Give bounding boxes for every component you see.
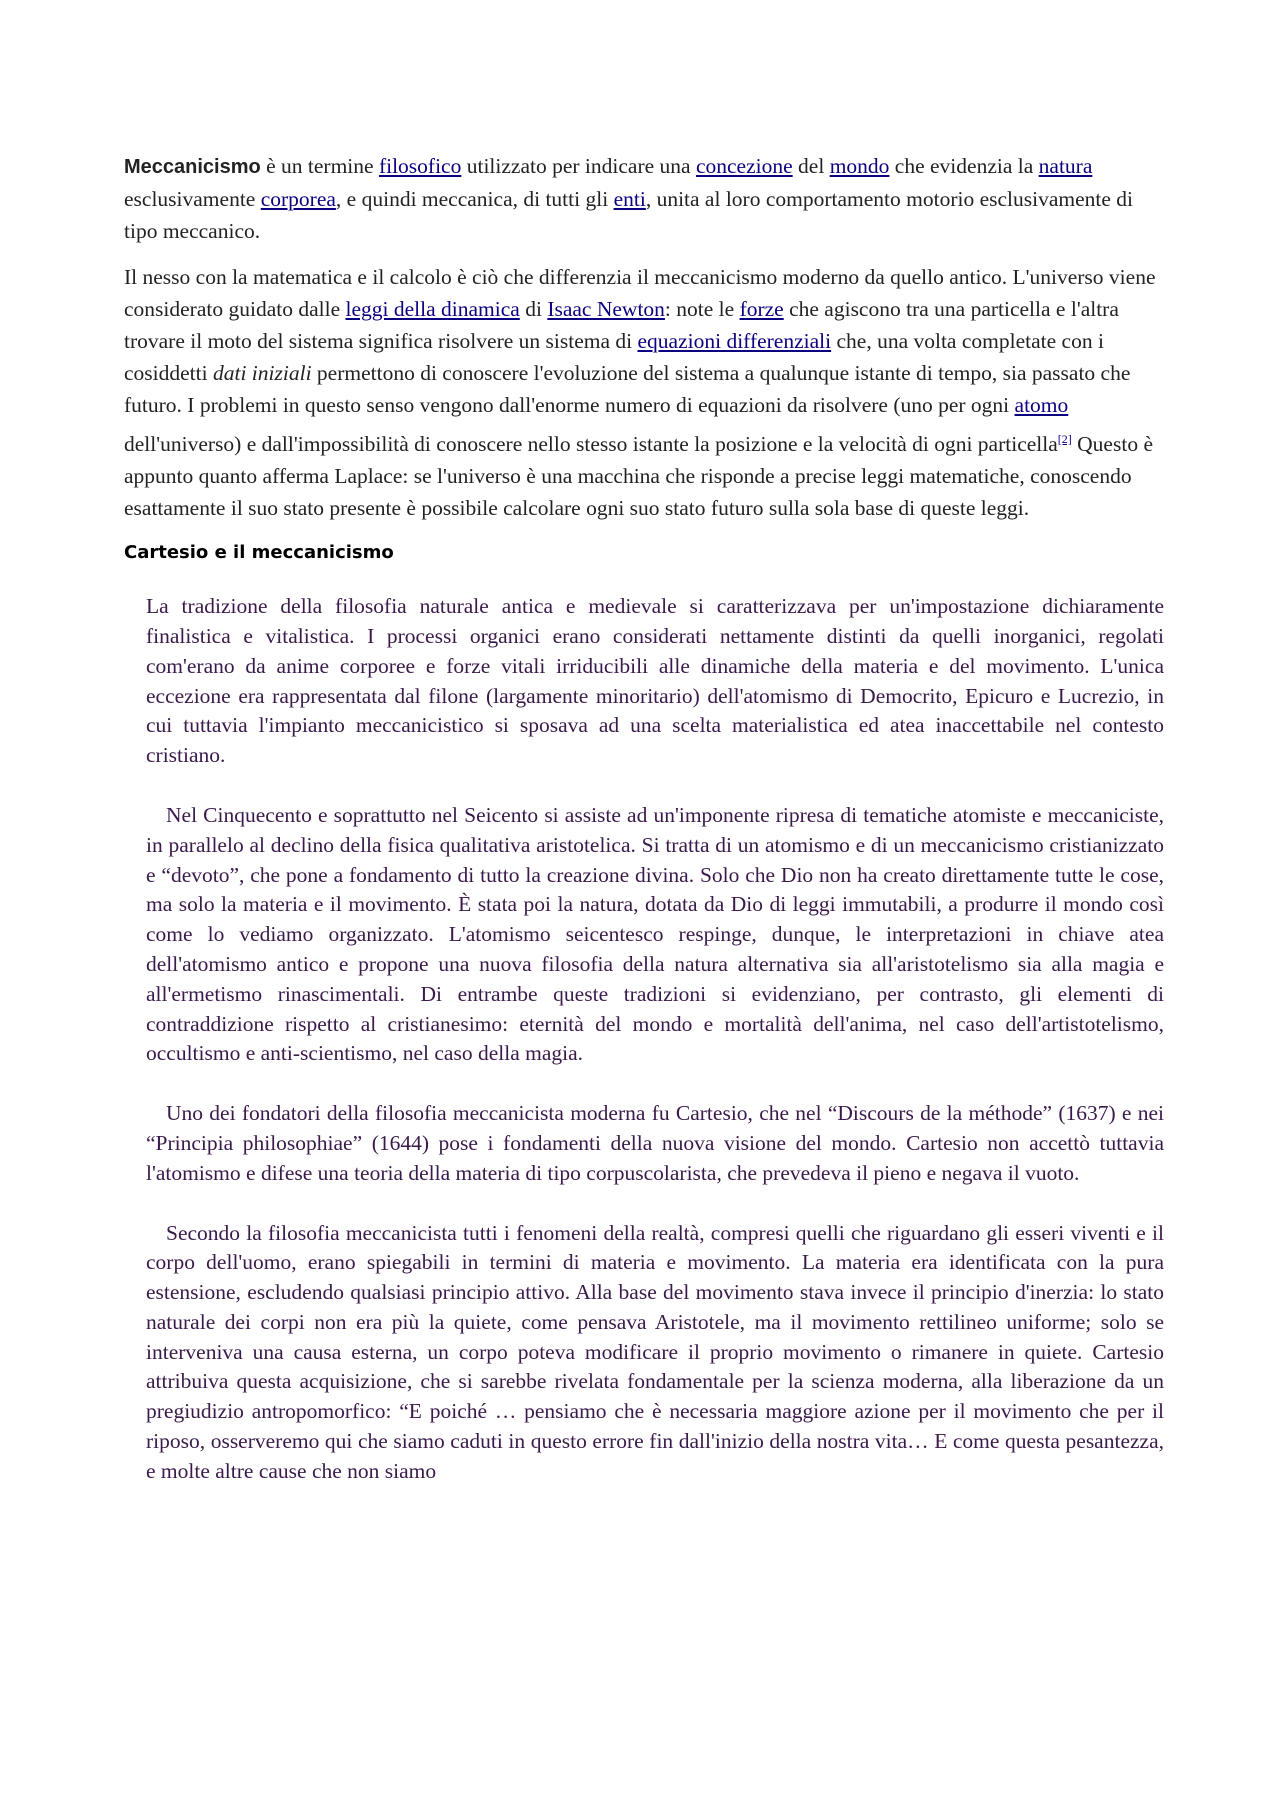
quote-paragraph-1: La tradizione della filosofia naturale antica e medievale si caratterizzava per un'impostazione dichiaramente finalistica e vitalistica. I processi organici erano considerati nettamente distinti da quelli inorganici, regolati com'erano da anime corporee e forze vitali irriducibili alle dinamiche della materia e del movimento. L'unica eccezione era rappresentata dal filone (largamente minoritario) dell'atomismo di Democrito, Epicuro e Lucrezio, in cui tuttavia l'impianto meccanicistico si sposava ad una scelta materialistica ed atea inaccettabile nel contesto cristiano. <box>146 594 1164 768</box>
link-isaac-newton[interactable]: Isaac Newton <box>547 297 665 321</box>
document-page <box>124 150 1164 1517</box>
link-leggi-della-dinamica[interactable]: leggi della dinamica <box>345 297 520 321</box>
link-atomo[interactable]: atomo <box>1014 393 1069 417</box>
citation <box>1058 427 1072 447</box>
quote-paragraph-2: Nel Cinquecento e soprattutto nel Seicento si assiste ad un'imponente ripresa di tematiche atomiste e meccaniciste, in parallelo al declino della fisica qualitativa aristotelica. Si tratta di un atomismo e di un meccanicismo cristianizzato e “devoto”, che pone a fondamento di tutto la creazione divina. Solo che Dio non ha creato direttamente tutte le cose, ma solo la materia e il movimento. È stata poi la natura, dotata da Dio di leggi immutabili, a produrre il mondo così come lo vediamo organizzato. L'atomismo seicentesco respinge, dunque, le interpretazioni in chiave atea dell'atomismo antico e propone una nuova filosofia della natura alternativa sia all'aristotelismo sia alla magia e all'ermetismo rinascimentali. Di entrambe queste tradizioni si evidenziano, per contrasto, gli elementi di contraddizione rispetto al cristianesimo: eternità del mondo e mortalità dell'anima, nel caso dell'artistotelismo, occultismo e anti-scientismo, nel caso della magia. <box>146 802 1164 1066</box>
link-mondo[interactable]: mondo <box>829 154 890 178</box>
wiki-excerpt <box>124 150 1164 524</box>
emphasis-dati-iniziali: dati iniziali <box>212 361 312 385</box>
link-equazioni-differenziali[interactable]: equazioni differenziali <box>637 329 832 353</box>
term-meccanicismo: Meccanicismo <box>124 156 261 178</box>
link-filosofico[interactable]: filosofico <box>378 154 462 178</box>
link-enti[interactable]: enti <box>613 187 646 211</box>
link-concezione[interactable]: concezione <box>695 154 793 178</box>
quote-paragraph-4: Secondo la filosofia meccanicista tutti i fenomeni della realtà, compresi quelli che riguardano gli esseri viventi e il corpo dell'uomo, erano spiegabili in termini di materia e movimento. La materia era identificata con la pura estensione, escludendo qualsiasi principio attivo. Alla base del movimento stava invece il principio d'inerzia: lo stato naturale dei corpi non era più la quiete, come pensava Aristotele, ma il movimento rettilineo uniforme; solo se interveniva una causa esterna, un corpo poteva modificare il proprio movimento o rimanere in quiete. Cartesio attribuiva questa acquisizione, che si sarebbe rivelata fondamentale per la scienza moderna, alla liberazione da un pregiudizio antropomorfico: “E poiché … pensiamo che è necessaria maggiore azione per il movimento che per il riposo, osserveremo qui che siamo caduti in questo errore fin dall'inizio della nostra vita… E come questa pesantezza, e molte altre cause che non siamo <box>146 1220 1164 1483</box>
quote-paragraph-3: Uno dei fondatori della filosofia meccanicista moderna fu Cartesio, che nel “Discours de la méthode” (1637) e nei “Principia philosophiae” (1644) pose i fondamenti della nuova visione del mondo. Cartesio non accettò tuttavia l'atomismo e difese una teoria della materia di tipo corpuscolarista, che prevedeva il pieno e negava il vuoto. <box>146 1101 1164 1185</box>
citation-link[interactable]: [2] <box>1057 432 1072 446</box>
second-paragraph: Il nesso con la matematica e il calcolo è ciò che differenzia il meccanicismo moderno da quello antico. L'universo viene considerato guidato dalle leggi della dinamica di Isaac Newton: note le forze che agiscono tra una particella e l'altra trovare il moto del sistema significa risolvere un sistema di equazioni differenziali che, una volta completate con i cosiddetti dati iniziali permettono di conoscere l'evoluzione del sistema a qualunque istante di tempo, sia passato che futuro. I problemi in questo senso vengono dall'enorme numero di equazioni da risolvere (uno per ogni atomo dell'universo) e dall'impossibilità di conoscere nello stesso istante la posizione e la velocità di ogni particella[2] Questo è appunto quanto afferma Laplace: se l'universo è una macchina che risponde a precise leggi matematiche, conoscendo esattamente il suo stato presente è possibile calcolare ogni suo stato futuro sulla sola base di queste leggi. <box>124 265 1156 521</box>
link-corporea[interactable]: corporea <box>260 187 336 211</box>
link-natura[interactable]: natura <box>1038 154 1093 178</box>
section-heading: Cartesio e il meccanicismo <box>124 542 394 564</box>
link-forze[interactable]: forze <box>739 297 784 321</box>
quoted-text <box>146 592 1164 1487</box>
intro-paragraph: Meccanicismo è un termine filosofico utilizzato per indicare una concezione del mondo che evidenzia la natura esclusivamente corporea, e quindi meccanica, di tutti gli enti, unita al loro comportamento motorio esclusivamente di tipo meccanico. <box>124 154 1134 243</box>
